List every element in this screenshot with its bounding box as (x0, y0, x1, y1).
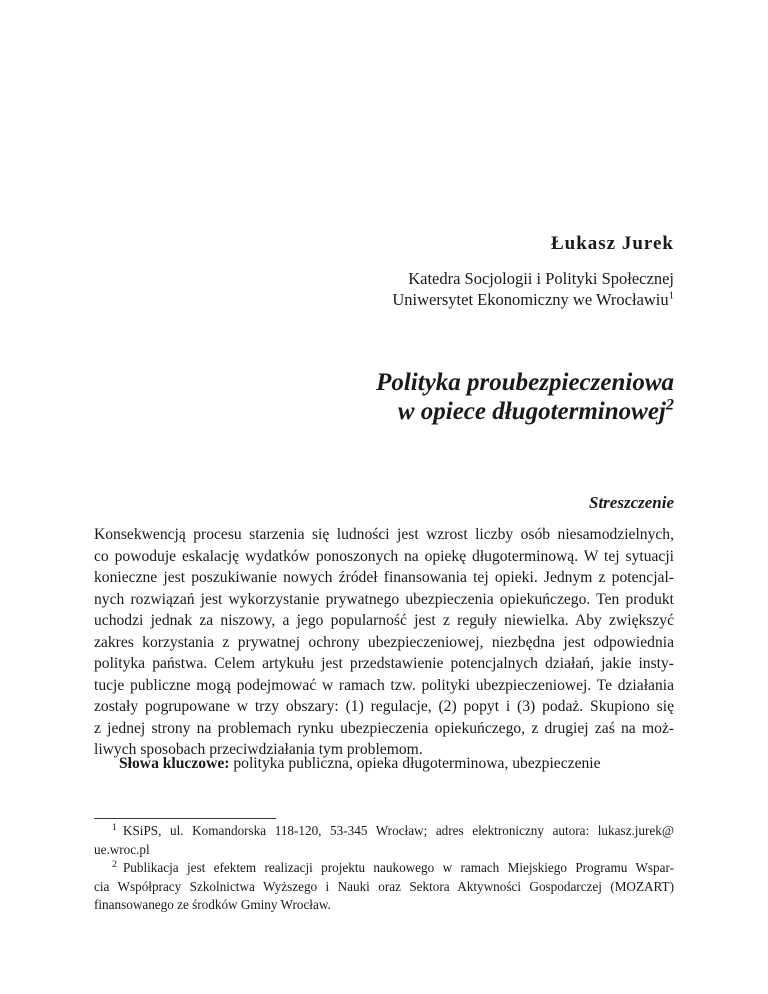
title-line-2-text: w opiece długoterminowej (397, 398, 666, 425)
affiliation-footnote-ref: 1 (668, 289, 674, 302)
abstract-line: uchodzi jednak za niszowy, a jego popularność jest z reguły niewielka. Aby zwiększyć (94, 612, 674, 629)
abstract-body (94, 524, 674, 761)
footnote-1-line (94, 822, 674, 841)
keywords-text: polityka publiczna, opieka długoterminowa, ubezpieczenie (233, 755, 601, 772)
abstract-heading: Streszczenie (589, 493, 674, 512)
keywords (119, 755, 601, 773)
abstract-line: tucje publiczne mogą podejmować w ramach tzw. polityki ubezpieczeniowej. Te działania (94, 676, 674, 694)
footnote-1-number: 1 (112, 821, 117, 833)
title-line-2 (376, 397, 674, 426)
footnote-2-line (94, 859, 674, 878)
keywords-label: Słowa kluczowe: (119, 755, 230, 772)
author-name: Łukasz Jurek (550, 233, 674, 254)
abstract-line: konieczne jest poszukiwanie nowych źródeł finansowania tej opieki. Jednym z potencjal- (94, 569, 674, 586)
affiliation-line-2 (392, 289, 674, 310)
abstract-line: Konsekwencją procesu starzenia się ludności jest wzrost liczby osób niesamodzielnych, (94, 526, 674, 543)
footnote-2-line: finansowanego ze środków Gminy Wrocław. (94, 897, 331, 912)
author-affiliation (392, 268, 674, 310)
abstract-line: zostały pogrupowane w trzy obszary: (1) regulacje, (2) popyt i (3) podaż. Skupiono się (94, 698, 674, 715)
footnote-2-line: cia Współpracy Szkolnictwa Wyższego i Nauki oraz Sektora Aktywności Gospodarczej (MOZART) (94, 878, 674, 894)
affiliation-line-1: Katedra Socjologii i Polityki Społecznej (408, 269, 674, 288)
footnote-1-line: ue.wroc.pl (94, 841, 150, 857)
paper-title (376, 368, 674, 426)
footnote-divider (94, 818, 276, 819)
footnote-1-text: KSiPS, ul. Komandorska 118-120, 53-345 Wrocław; adres elektroniczny autora: lukasz.jurek@ (122, 823, 674, 838)
footnote-2-number: 2 (112, 858, 117, 870)
abstract-line: polityka państwa. Celem artykułu jest przedstawienie potencjalnych działań, jakie insty- (94, 655, 674, 672)
abstract-line: nych rozwiązań jest wykorzystanie prywatnego ubezpieczenia opiekuńczego. Ten produkt (94, 590, 674, 608)
title-line-1: Polityka proubezpieczeniowa (376, 369, 674, 396)
footnotes (94, 822, 674, 915)
abstract-line: co powoduje eskalację wydatków ponoszonych na opiekę długoterminową. W tej sytuacji (94, 547, 674, 565)
abstract-line: zakres korzystania z prywatnej ochrony ubezpieczeniowej, niezbędna jest odpowiednia (94, 633, 674, 651)
affiliation-line-2-text: Uniwersytet Ekonomiczny we Wrocławiu (392, 290, 669, 309)
title-footnote-ref: 2 (665, 395, 674, 414)
footnote-2-text: Publikacja jest efektem realizacji projektu naukowego w ramach Miejskiego Programu Wspar- (122, 860, 674, 875)
abstract-line: liwych sposobach przeciwdziałania tym problemom. (94, 741, 423, 758)
abstract-line: z jednej strony na problemach rynku ubezpieczenia opiekuńczego, z drugiej zaś na moż- (94, 719, 674, 737)
